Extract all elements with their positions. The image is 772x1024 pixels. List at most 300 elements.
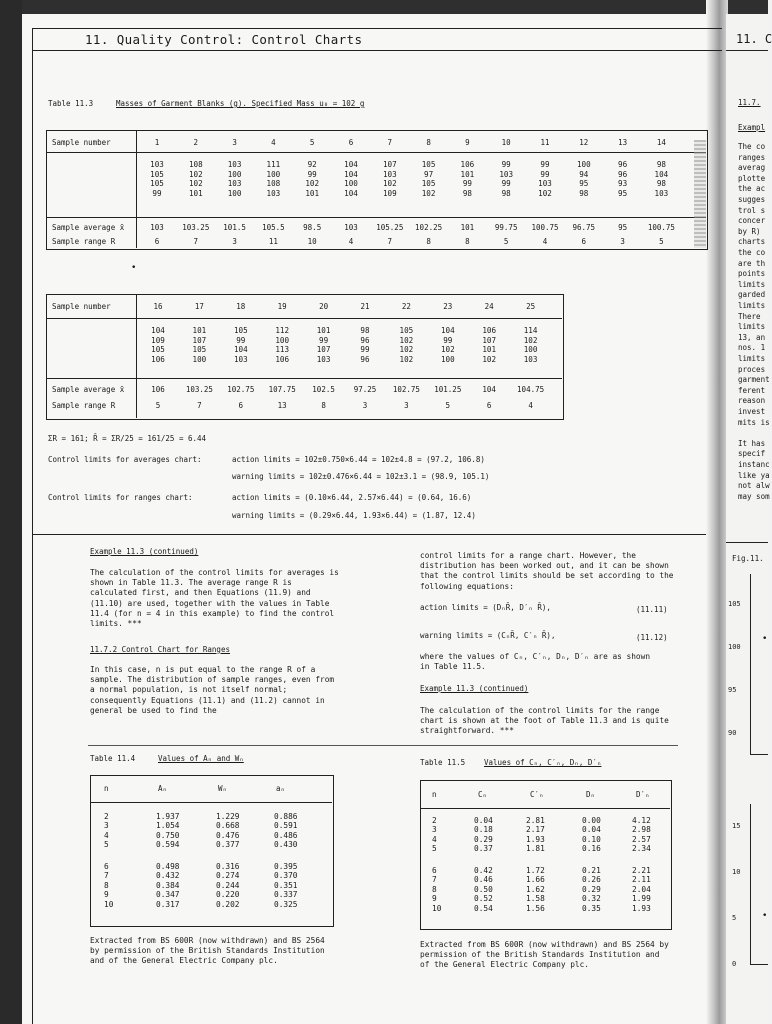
table-cell: 0.04 [474, 816, 493, 825]
sample-value: 98 [656, 160, 666, 169]
table-cell: 2 [432, 816, 437, 825]
table-cell: 0.668 [216, 821, 240, 831]
sample-value: 99 [360, 345, 370, 355]
table-cell: 0.244 [216, 880, 240, 890]
sample-number-cell: 9 [465, 138, 470, 147]
averages-warning-limits: warning limits = 102±0.476×6.44 = 102±3.1 = (98.9, 105.1) [232, 472, 490, 481]
table-cell: 1.229 [216, 812, 240, 821]
table-cell: 1.93 [526, 834, 545, 844]
sample-value: 99 [307, 169, 317, 179]
sample-range-cell: 6 [238, 401, 244, 410]
sample-value: 103 [266, 188, 281, 198]
averages-action-limits: action limits = 102±0.750×6.44 = 102±4.8 = (97.2, 106.8) [232, 455, 485, 464]
sample-values-column [489, 160, 523, 198]
table-11-5-source: Extracted from BS 600R (now withdrawn) and BS 2564 by permission of the British Standards Institution and of the General Electric Company plc. [420, 940, 669, 970]
table-column [274, 862, 297, 909]
table-cell: 0.04 [582, 825, 601, 835]
table-header-cell: Dₙ [586, 790, 596, 799]
sample-value: 103 [233, 354, 248, 364]
table-cell: 0.377 [216, 840, 240, 850]
sample-value: 103 [538, 179, 552, 189]
book-gutter [706, 0, 728, 1024]
table-cell: 10 [104, 899, 114, 909]
table-cell: 0.476 [216, 830, 240, 840]
sample-value: 107 [482, 335, 497, 345]
table-column [474, 866, 493, 913]
sample-number-cell: 19 [277, 302, 287, 311]
table-header-cell: Wₙ [218, 784, 228, 793]
sample-number-cell: 20 [319, 302, 329, 311]
sample-number-cell: 13 [618, 138, 628, 147]
table-cell: 0.29 [582, 884, 601, 894]
sample-values-column [140, 326, 176, 364]
sample-value: 108 [188, 160, 203, 169]
table-cell: 7 [432, 875, 437, 885]
sample-average-cell: 103.25 [185, 385, 213, 394]
sample-average-cell: 100.75 [647, 223, 675, 232]
sample-range-cell: 5 [445, 401, 451, 410]
table-cell: 1.56 [526, 903, 545, 913]
table-cell: 0.52 [474, 894, 493, 904]
sample-values-column [644, 160, 678, 198]
table-cell: 2.04 [632, 884, 651, 894]
sample-value: 95 [579, 179, 589, 189]
ranges-warning-limits: warning limits = (0.29×6.44, 1.93×6.44) = (1.87, 12.4) [232, 511, 476, 520]
table-cell: 1.937 [156, 812, 180, 821]
next-page-text-line: by R) [738, 226, 761, 236]
sample-value: 109 [151, 335, 165, 345]
sample-value: 102 [482, 354, 497, 364]
sample-value: 113 [275, 345, 290, 355]
row-label-sample-average: Sample average x̄ [52, 223, 125, 232]
sample-range-cell: 3 [620, 237, 625, 246]
sample-value: 96 [618, 169, 628, 179]
next-page-plot-point: • [762, 634, 768, 644]
axis-tick-label: 90 [728, 729, 737, 737]
table-column [156, 862, 179, 909]
table-cell: 0.274 [216, 871, 240, 881]
next-page-text-line: points [738, 269, 766, 279]
table-cell: 0.37 [474, 844, 493, 854]
next-page-example: Exampl [738, 123, 766, 132]
sample-value: 100 [344, 179, 358, 189]
sample-value: 105 [421, 179, 436, 189]
sample-value: 103 [499, 169, 514, 179]
table-cell: 0.395 [274, 862, 298, 871]
sample-values-column [513, 326, 549, 364]
table-cell: 8 [104, 880, 109, 890]
next-page-text-line: plotte [738, 173, 766, 183]
table-cell: 4 [432, 834, 437, 844]
sample-value: 99 [443, 335, 453, 345]
sample-value: 111 [266, 160, 281, 169]
tables-divider [88, 745, 678, 746]
sample-average-cell: 101.5 [223, 223, 246, 232]
table-cell: 0.220 [216, 890, 240, 900]
sample-average-cell: 105.5 [262, 223, 285, 232]
sample-average-cell: 101 [460, 223, 475, 232]
sample-average-cell: 107.75 [268, 385, 296, 394]
table-column [432, 816, 437, 854]
sample-number-cell: 24 [484, 302, 494, 311]
table-header-cell: D′ₙ [636, 790, 650, 799]
table-cell: 5 [432, 844, 437, 854]
row-label-sample-number: Sample number [52, 138, 111, 147]
sample-value: 105 [150, 179, 164, 189]
sample-number-cell: 18 [236, 302, 246, 311]
table-cell: 9 [432, 894, 437, 904]
sample-range-cell: 5 [155, 401, 161, 410]
table-column [104, 812, 109, 850]
sample-values-column [264, 326, 300, 364]
axis-tick-label: 105 [728, 600, 741, 608]
sample-number-cell: 7 [387, 138, 393, 147]
sample-range-cell: 5 [503, 237, 509, 246]
range-chart-text: control limits for a range chart. However, the distribution has been worked out, and it can be shown that the control limits should be set according to the following equations: [420, 551, 674, 591]
sample-value: 114 [523, 326, 538, 335]
next-page-text-line: may som [738, 491, 770, 501]
sample-number-cell: 4 [271, 138, 276, 147]
sample-values-column [388, 326, 424, 364]
next-page-text-line: trol s [738, 205, 766, 215]
sample-value: 101 [188, 188, 203, 198]
sample-average-cell: 102.25 [415, 223, 443, 232]
table-column [632, 816, 651, 854]
table-cell: 0.21 [582, 866, 601, 875]
sample-value: 99 [462, 179, 472, 189]
sample-value: 96 [360, 354, 370, 364]
sample-value: 102 [538, 188, 552, 198]
table-cell: 0.498 [156, 862, 180, 871]
sample-value: 102 [188, 179, 203, 189]
range-sum-line: ΣR = 161; R̄ = ΣR/25 = 161/25 = 6.44 [48, 434, 207, 443]
sample-value: 99 [501, 179, 511, 189]
axis-tick-label: 5 [732, 914, 737, 922]
sample-value: 100 [576, 160, 591, 169]
table-cell: 0.337 [274, 890, 298, 900]
table-11-4-caption: Values of Aₙ and Wₙ [158, 754, 244, 763]
sample-number-cell: 11 [540, 138, 550, 147]
table-cell: 0.46 [474, 875, 493, 885]
sample-value: 106 [460, 160, 475, 169]
next-page-text-line: instanc [738, 460, 770, 469]
next-page-text-line: are th [738, 258, 766, 268]
sample-value: 98 [501, 188, 511, 198]
sample-value: 107 [192, 335, 207, 345]
sample-value: 100 [192, 354, 207, 364]
page-frame-left [32, 28, 33, 1024]
next-page-text-line: limits [738, 279, 766, 289]
table-header-cell: n [432, 790, 437, 799]
table-header-cell: C′ₙ [530, 790, 544, 799]
sample-value: 98 [579, 188, 589, 198]
sample-values-column [567, 160, 601, 198]
table-cell: 1.62 [526, 884, 545, 894]
sample-value: 109 [382, 188, 397, 198]
table-cell: 6 [432, 866, 437, 875]
sample-range-cell: 7 [197, 401, 202, 410]
table-cell: 1.58 [526, 894, 545, 904]
sample-value: 103 [150, 160, 164, 169]
sample-range-cell: 6 [154, 237, 160, 246]
sample-average-cell: 98.5 [303, 223, 322, 232]
sample-value: 106 [482, 326, 497, 335]
sample-range-cell: 5 [659, 237, 664, 246]
table-cell: 0.54 [474, 903, 493, 913]
sample-average-cell: 96.75 [572, 223, 596, 232]
sample-average-cell: 103 [150, 223, 164, 232]
next-page-text-line: ranges [738, 152, 766, 162]
sample-value: 96 [360, 335, 370, 345]
table-cell: 0.32 [582, 894, 601, 904]
sample-value: 99 [501, 160, 511, 169]
table-cell: 2.34 [632, 844, 651, 854]
table-header-cell: Aₙ [158, 784, 168, 793]
sample-values-column [606, 160, 640, 198]
sample-value: 106 [151, 354, 165, 364]
sample-value: 100 [266, 169, 281, 179]
sample-average-cell: 99.75 [494, 223, 518, 232]
table-cell: 0.591 [274, 821, 298, 831]
sample-value: 101 [192, 326, 207, 335]
next-page-text-line: the ac [738, 184, 766, 194]
table-column [582, 816, 601, 854]
example-11-3-text: The calculation of the control limits for averages is shown in Table 11.3. The average range R is calculated first, and then Equations (11.9) and (11.10) are used, together with the values in Table 11.4 (for n = 4 in this example) to find the control limits. *** [90, 568, 339, 629]
next-page-text-line: ferent [738, 385, 766, 395]
sample-value: 99 [319, 335, 329, 345]
sample-number-cell: 6 [348, 138, 354, 147]
table-11-5-label: Table 11.5 [420, 758, 466, 767]
table-cell: 1.054 [156, 821, 180, 831]
sample-value: 98 [656, 179, 666, 189]
sample-value: 104 [344, 169, 358, 179]
sample-value: 100 [227, 169, 242, 179]
sample-average-cell: 106 [151, 385, 165, 394]
sample-value: 92 [307, 160, 317, 169]
row-label-sample-range-2: Sample range R [52, 401, 116, 410]
next-page-text-line: The co [738, 142, 766, 151]
row-label-sample-range: Sample range R [52, 237, 116, 246]
table-cell: 0.26 [582, 875, 601, 885]
sample-values-column [140, 160, 174, 198]
next-page-text-line: charts [738, 237, 766, 247]
table-cell: 6 [104, 862, 109, 871]
sample-value: 105 [421, 160, 436, 169]
table-cell: 2.98 [632, 825, 651, 835]
sample-average-cell: 102.75 [392, 385, 420, 394]
ranges-action-limits: action limits = (0.10×6.44, 2.57×6.44) = (0.64, 16.6) [232, 493, 472, 502]
table-column [216, 812, 239, 850]
table-column [526, 816, 545, 854]
sample-range-cell: 4 [542, 237, 548, 246]
row-label-sample-average-2: Sample average x̄ [52, 385, 125, 394]
sample-value: 102 [188, 169, 203, 179]
table-cell: 0.432 [156, 871, 180, 881]
table-cell: 2 [104, 812, 109, 821]
table-cell: 0.430 [274, 840, 298, 850]
sample-range-cell: 10 [307, 237, 317, 246]
sample-value: 103 [382, 169, 397, 179]
sample-value: 98 [462, 188, 472, 198]
table-11-3-caption: Masses of Garment Blanks (g). Specified Mass u₀ = 102 g [116, 99, 365, 108]
sample-range-cell: 7 [387, 237, 393, 246]
table-cell: 0.351 [274, 880, 298, 890]
table-column [582, 866, 601, 913]
next-page-figure-label: Fig.11. [732, 554, 764, 563]
sample-average-cell: 101.25 [434, 385, 462, 394]
sample-average-cell: 100.75 [531, 223, 559, 232]
sample-number-cell: 1 [154, 138, 160, 147]
sample-value: 98 [360, 326, 370, 335]
sample-value: 103 [654, 188, 669, 198]
sample-range-cell: 6 [486, 401, 492, 410]
range-chart-example-text: The calculation of the control limits for the range chart is shown at the foot of Table 11.3 and is quite straightforward. *** [420, 706, 669, 736]
table-cell: 1.72 [526, 866, 545, 875]
next-page-text-line: mits is [738, 417, 770, 427]
sample-value: 101 [316, 326, 331, 335]
sample-values-column [295, 160, 329, 198]
table-cell: 0.18 [474, 825, 493, 835]
next-page-text-line: like ya [738, 470, 770, 480]
table-column [216, 862, 239, 909]
header-rule-bottom [32, 50, 722, 51]
sample-value: 97 [424, 169, 434, 179]
table-cell: 2.11 [632, 875, 651, 885]
sample-value: 103 [316, 354, 331, 364]
sample-value: 102 [399, 354, 414, 364]
averages-chart-label: Control limits for averages chart: [48, 455, 202, 464]
sample-values-column [412, 160, 446, 198]
sample-value: 100 [275, 335, 290, 345]
sample-number-cell: 16 [153, 302, 163, 311]
sample-value: 103 [227, 160, 242, 169]
table-cell: 0.16 [582, 844, 601, 854]
sample-value: 108 [266, 179, 281, 189]
sample-average-cell: 95 [618, 223, 628, 232]
sample-value: 102 [399, 335, 414, 345]
table-cell: 1.99 [632, 894, 651, 904]
sample-range-cell: 8 [465, 237, 470, 246]
sample-values-column [347, 326, 383, 364]
next-page-text-line: not alw [738, 481, 770, 491]
table-cell: 9 [104, 890, 109, 900]
table-column [432, 866, 441, 913]
table-column [156, 812, 179, 850]
sample-values-column [430, 326, 466, 364]
sample-value: 104 [654, 169, 669, 179]
table-cell: 0.370 [274, 871, 298, 881]
sample-values-column [450, 160, 484, 198]
table-cell: 0.750 [156, 830, 180, 840]
sample-range-cell: 6 [581, 237, 587, 246]
sample-values-column [306, 326, 342, 364]
sample-value: 94 [579, 169, 589, 179]
sample-value: 106 [275, 354, 290, 364]
table-11-4-label: Table 11.4 [90, 754, 136, 763]
sample-value: 102 [421, 188, 436, 198]
sample-range-cell: 3 [404, 401, 409, 410]
sample-values-column [373, 160, 407, 198]
sample-value: 99 [540, 160, 550, 169]
table-cell: 0.594 [156, 840, 180, 850]
sample-value: 100 [227, 188, 242, 198]
table-cell: 4 [104, 830, 109, 840]
sample-value: 99 [540, 169, 550, 179]
sample-range-cell: 11 [268, 237, 278, 246]
next-page-text-line: limits [738, 354, 766, 363]
sample-range-cell: 7 [193, 237, 199, 246]
equation-11-11: action limits = (DₙR̄, D′ₙ R̄), [420, 603, 551, 612]
table-header-cell: Cₙ [478, 790, 488, 799]
next-page-text-line: reason [738, 396, 766, 406]
table-cell: 0.347 [156, 890, 180, 900]
sample-number-cell: 25 [526, 302, 536, 311]
table-cell: 0.384 [156, 880, 180, 890]
next-page-text-line: concer [738, 216, 766, 226]
table-header-cell: n [104, 784, 109, 793]
table-cell: 3 [104, 821, 109, 831]
sample-range-cell: 4 [528, 401, 533, 410]
sample-number-cell: 14 [656, 138, 666, 147]
sample-number-cell: 23 [443, 302, 453, 311]
sample-range-cell: 3 [362, 401, 368, 410]
next-page-text-line: specif [738, 449, 766, 459]
sample-value: 101 [482, 345, 497, 355]
next-page-text-line: invest [738, 407, 766, 416]
axis-tick-label: 10 [732, 868, 741, 876]
table-11-4-source: Extracted from BS 600R (now withdrawn) and BS 2564 by permission of the British Standards Institution and of the General Electric Company plc. [90, 936, 325, 966]
sample-number-cell: 10 [501, 138, 511, 147]
table-cell: 2.21 [632, 866, 651, 875]
sample-value: 99 [152, 188, 162, 198]
table-cell: 0.486 [274, 830, 298, 840]
sample-number-cell: 22 [401, 302, 411, 311]
table-cell: 1.81 [526, 844, 545, 854]
equation-11-11-number: (11.11) [636, 605, 668, 614]
sample-value: 96 [618, 160, 628, 169]
table-column [474, 816, 493, 854]
next-page-text-line: limits [738, 322, 766, 332]
table-cell: 2.17 [526, 825, 545, 835]
table-cell: 0.42 [474, 866, 493, 875]
next-page-text-line: the co [738, 248, 766, 257]
next-page-text-line: proces [738, 364, 766, 374]
sample-values-column [181, 326, 217, 364]
next-page-text-line: garded [738, 290, 766, 300]
sample-average-cell: 97.25 [353, 385, 377, 394]
sample-range-cell: 4 [348, 237, 354, 246]
sample-value: 95 [618, 188, 628, 198]
sample-average-cell: 105.25 [376, 223, 404, 232]
table-column [526, 866, 545, 913]
sample-value: 100 [440, 354, 455, 364]
table-header-cell: aₙ [276, 784, 286, 793]
example-11-3-heading: Example 11.3 (continued) [90, 547, 199, 556]
sample-values-column [256, 160, 290, 198]
equation-11-12-number: (11.12) [636, 633, 668, 642]
sample-values-column [528, 160, 562, 198]
running-head: 11. Quality Control: Control Charts [85, 32, 363, 47]
next-page-text-line: nos. 1 [738, 343, 766, 353]
sample-value: 112 [275, 326, 290, 335]
sample-value: 102 [399, 345, 414, 355]
next-page-section: 11.7. [738, 98, 761, 107]
sample-value: 101 [305, 188, 320, 198]
example-11-3-continued-heading: Example 11.3 (continued) [420, 684, 529, 693]
table-cell: 3 [432, 825, 437, 835]
axis-tick-label: 0 [732, 960, 737, 968]
sample-value: 101 [460, 169, 475, 179]
